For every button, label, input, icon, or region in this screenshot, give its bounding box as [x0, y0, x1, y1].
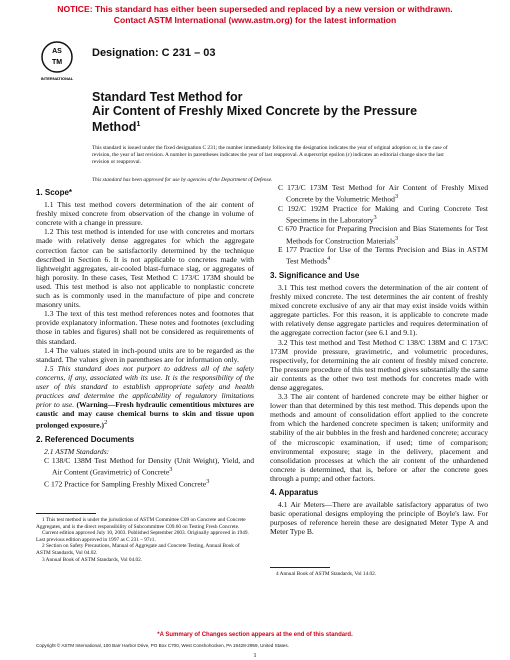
issuance-note: This standard is issued under the fixed designation C 231; the number immediately following the designation indicates the year of original adoption or, in the case of revision, the year of last revision. A number in parentheses indicates the year of last reapproval. A superscript epsilon (ε) indicates an editorial change since the last revision or reapproval. — [92, 145, 448, 165]
paragraph-3-3: 3.3 The air content of hardened concrete may be either higher or lower than that determined by this test method. This depends upon the methods and amount of consolidation effort applied to the concrete from which the hardened concrete specimen is taken; uniformity and stability of the air bubbles in the fresh and hardened concrete; accuracy of the microscopic examination, if used; time of comparison; environmental exposure; stage in the delivery, placement and consolidation processes at which the air content of the unhardened concrete is determined, that is, before or after the concrete goes through a pump; and other factors. — [270, 392, 488, 483]
paragraph-1-2: 1.2 This test method is intended for use with concretes and mortars made with relatively dense aggregates for which the aggregate correction factor can be satisfactorily determined by the technique described in Section 6. It is not applicable to concretes made with lightweight aggregates, air-cooled blast-furnace slag, or aggregates of high porosity. In these cases, Test Method C 173/C 173M should be used. This test method is also not applicable to nonplastic concrete such as is commonly used in the manufacture of pipe and concrete masonry units. — [36, 227, 254, 310]
astm-logo-icon — [40, 40, 74, 82]
section-heading-scope: 1. Scope* — [36, 188, 73, 197]
page-number: 1 — [253, 652, 257, 659]
approval-note: This standard has been approved for use by agencies of the Department of Defense. — [92, 177, 273, 183]
footnote-1b: Current edition approved July 10, 2003. Published September 2003. Originally approved in 1949. Last previous edition approved in 1997 as C 231 – 97ε1. — [36, 530, 249, 543]
section-heading-significance: 3. Significance and Use — [270, 270, 360, 280]
footnote-1: 1 This test method is under the jurisdiction of ASTM Committee C09 on Concrete and Concrete Aggregates, and is the direct responsibility of Subcommittee C09.60 on Testing Fresh Concrete. — [36, 517, 246, 530]
reference-c192: C 192/C 192M Practice for Making and Curing Concrete Test Specimens in the Laboratory$^3$ — [278, 203, 488, 225]
paragraph-3-1: 3.1 This test method covers the determination of the air content of freshly mixed concrete. The test determines the air content of freshly mixed concrete exclusive of any air that may exist inside voids within aggregate particles. For this reason, it is applicable to concrete made with relatively dense aggregate particles and requires determination of the aggregate correction factor (see 6.1 and 9.1). — [270, 282, 488, 338]
copyright-line: Copyright © ASTM International, 100 Barr Harbor Drive, PO Box C700, West Conshohocken, PA 19428-2959, United States. — [36, 643, 289, 648]
document-title — [92, 90, 432, 134]
notice-line-2: Contact ASTM International (www.astm.org) for the latest information — [113, 14, 397, 25]
section-heading-referenced-documents: 2. Referenced Documents — [36, 434, 135, 444]
logo-text: INTERNATIONAL — [40, 76, 74, 81]
reference-c173: C 173/C 173M Test Method for Air Content of Freshly Mixed Concrete by the Volumetric Method$^3$ — [278, 183, 488, 204]
footnotes-left — [36, 517, 254, 563]
paragraph-4-1: 4.1 Air Meters—There are available satisfactory apparatus of two basic operational designs employing the principle of Boyle's law. For purposes of reference herein these are designated Meter Type A and Meter Type B. — [270, 500, 488, 537]
withdrawal-notice — [0, 4, 510, 25]
title-footnote-ref: 1 — [136, 121, 141, 128]
svg-text:TM: TM — [51, 59, 63, 66]
footnote-3: 3 Annual Book of ASTM Standards, Vol 04.02. — [42, 556, 143, 563]
paragraph-2-1: 2.1 ASTM Standards: — [44, 447, 110, 457]
reference-c172: C 172 Practice for Sampling Freshly Mixed Concrete$^3$ — [44, 477, 210, 489]
reference-e177: E 177 Practice for Use of the Terms Precision and Bias in ASTM Test Methods$^4$ — [278, 245, 488, 266]
notice-line-1: NOTICE: This standard has either been superseded and replaced by a new version or withdrawn. — [57, 4, 453, 14]
title-line-2: Air Content of Freshly Mixed Concrete by the Pressure — [92, 104, 418, 118]
svg-text:AS: AS — [52, 48, 62, 55]
left-column — [36, 183, 254, 489]
title-line-3: Method$^1$ — [92, 120, 141, 135]
reference-c138: C 138/C 138M Test Method for Density (Unit Weight), Yield, and Air Content (Gravimetric) of Concrete$^3$ — [44, 456, 254, 477]
right-column — [270, 183, 488, 537]
reference-c670: C 670 Practice for Preparing Precision and Bias Statements for Test Methods for Construction Materials$^3$ — [278, 224, 488, 246]
section-heading-apparatus: 4. Apparatus — [270, 488, 319, 498]
designation: Designation: C 231 – 03 — [92, 47, 216, 59]
footnote-divider-left — [36, 513, 96, 514]
footnote-2: 2 Section on Safety Precautions, Manual of Aggregate and Concrete Testing, Annual Book of ASTM Standards, Vol 04.02. — [36, 543, 240, 556]
paragraph-1-4: 1.4 The values stated in inch-pound units are to be regarded as the standard. The values given in parentheses are for information only. — [36, 345, 254, 364]
paragraph-1-3: 1.3 The text of this test method references notes and footnotes that provide explanatory information. These notes and footnotes (excluding those in tables and figures) shall not be considered as requirements of this standard. — [36, 309, 254, 346]
footnote-divider-right — [270, 567, 330, 568]
summary-of-changes-note: *A Summary of Changes section appears at the end of this standard. — [157, 632, 353, 638]
footnote-4: 4 Annual Book of ASTM Standards, Vol 14.02. — [276, 571, 377, 577]
paragraph-1-1: 1.1 This test method covers determination of the air content of freshly mixed concrete from observation of the change in volume of concrete with a change in pressure. — [36, 200, 254, 228]
paragraph-1-5: 1.5 This standard does not purport to address all of the safety concerns, if any, associated with its use. It is the responsibility of the user of this standard to establish appropriate safety and health practices and determine the applicability of regulatory limitations prior to use. (Warning—Fresh hydraulic cementitious mixtures are caustic and may cause chemical burns to skin and tissue upon prolonged exposure.)$^2$ — [36, 363, 254, 430]
paragraph-3-2: 3.2 This test method and Test Method C 138/C 138M and C 173/C 173M provide pressure, gravimetric, and volumetric procedures, respectively, for determining the air content of freshly mixed concrete. The pressure procedure of this test method gives substantially the same air contents as the other two test methods for concretes made with dense aggregates. — [270, 337, 488, 392]
footnotes-right — [270, 571, 488, 578]
title-line-1: Standard Test Method for — [92, 90, 243, 104]
